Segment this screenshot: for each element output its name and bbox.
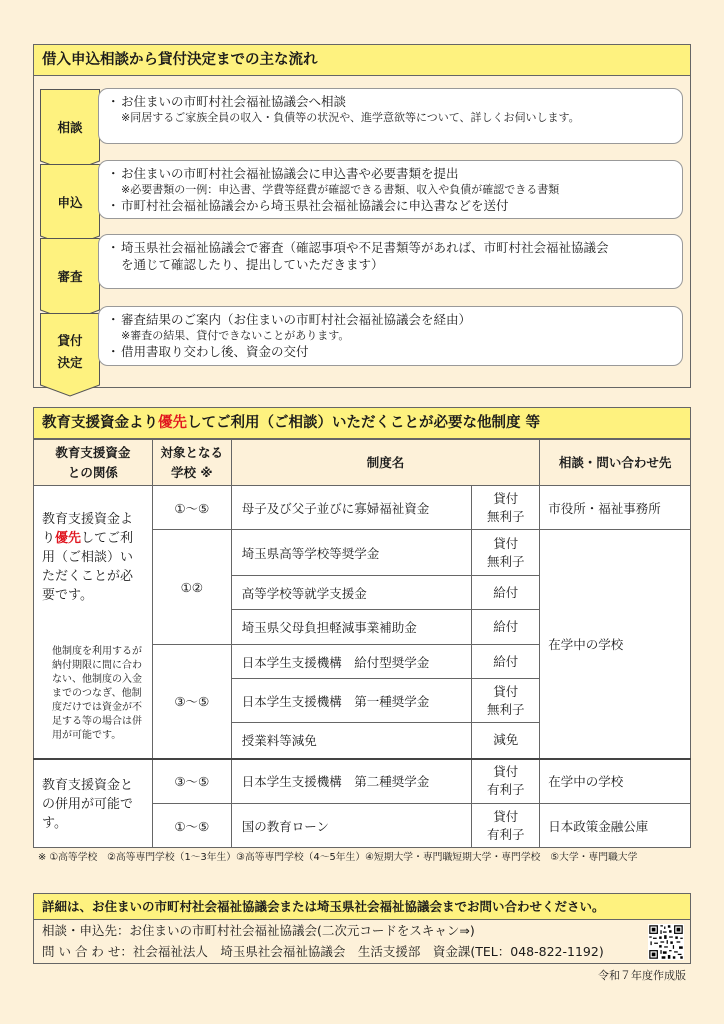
system-name: 日本学生支援機構 第一種奨学金 — [231, 679, 472, 723]
header-system: 制度名 — [231, 440, 539, 486]
step-box-0 — [98, 88, 683, 144]
contact-cell: 日本政策金融公庫 — [540, 804, 691, 848]
contact-line-apply: 相談・申込先：お住まいの市町村社会福祉協議会(二次元コードをスキャン⇒) — [42, 923, 475, 938]
header-contact: 相談・問い合わせ先 — [540, 440, 691, 486]
type-cell: 貸付 無利子 — [472, 486, 540, 530]
step-box-3 — [98, 306, 683, 366]
table-header-row — [34, 440, 691, 486]
step-note: ※必要書類の一例：申込書、学費等経費が確認できる書類、収入や負債が確認できる書類 — [121, 183, 560, 196]
systems-title — [33, 407, 691, 439]
bullet: ・ — [107, 94, 120, 109]
system-name: 国の教育ローン — [231, 804, 472, 848]
step-line: を通じて確認したり、提出していただきます） — [121, 257, 384, 272]
type-cell: 給付 — [472, 576, 540, 610]
system-name: 日本学生支援機構 給付型奨学金 — [231, 645, 472, 679]
bullet: ・ — [107, 312, 120, 327]
step-line: ・市町村社会福祉協議会から埼玉県社会福祉協議会に申込書などを送付 — [107, 198, 509, 213]
step-label-text: 貸付 — [57, 333, 83, 348]
step-note: ※審査の結果、貸付できないことがあります。 — [121, 329, 350, 342]
step-line: ・埼玉県社会福祉協議会で審査（確認事項や不足書類等があれば、市町村社会福祉協議会 — [107, 240, 609, 255]
step-line: ・借用書取り交わし後、資金の交付 — [107, 344, 309, 359]
system-name: 埼玉県父母負担軽減事業補助金 — [231, 610, 472, 645]
table-row — [34, 486, 691, 530]
priority-text-red: 優先 — [55, 531, 82, 546]
type-cell: 貸付 無利子 — [472, 530, 540, 576]
bullet: ・ — [107, 166, 120, 181]
priority-cell — [34, 486, 153, 759]
system-name: 埼玉県高等学校等奨学金 — [231, 530, 472, 576]
contact-cell: 市役所・福祉事務所 — [540, 486, 691, 530]
contact-header: 詳細は、お住まいの市町村社会福祉協議会または埼玉県社会福祉協議会までお問い合わせください。 — [33, 893, 691, 920]
step-line: ・お住まいの市町村社会福祉協議会へ相談 — [107, 94, 347, 109]
step-line: ・審査結果のご案内（お住まいの市町村社会福祉協議会を経由） — [107, 312, 472, 327]
step-label-0 — [40, 89, 100, 173]
step-label-text: 審査 — [57, 269, 83, 284]
type-cell: 貸付 無利子 — [472, 679, 540, 723]
flow-title: 借入申込相談から貸付決定までの主な流れ — [33, 44, 691, 76]
qr-code-icon[interactable] — [648, 924, 684, 960]
combined-cell: 教育支援資金との併用が可能です。 — [34, 759, 153, 848]
bullet: ・ — [107, 240, 120, 255]
edition-label: 令和７年度作成版 — [598, 969, 686, 982]
systems-table — [33, 439, 691, 848]
step-label-3 — [40, 313, 100, 397]
type-cell: 貸付 有利子 — [472, 759, 540, 804]
step-label-text: 申込 — [57, 195, 83, 210]
system-name: 日本学生支援機構 第二種奨学金 — [231, 759, 472, 804]
table-row — [34, 759, 691, 804]
systems-title-pre: 教育支援資金より — [42, 415, 158, 431]
school-footnote: ※ ①高等学校 ②高等専門学校（1～3年生）③高等専門学校（4～5年生）④短期大学・専門職短期大学・専門学校 ⑤大学・専門職大学 — [38, 852, 638, 863]
step-box-1 — [98, 160, 683, 219]
system-name: 授業料等減免 — [231, 723, 472, 759]
priority-text-pre: 教育支援資金より — [42, 512, 134, 546]
step-label-1 — [40, 164, 100, 248]
priority-note: 他制度を利用するが納付期限に間に合わない、他制度の入金までのつなぎ、他制度だけでは資金が不足する等の場合は併用が可能です。 — [52, 646, 142, 741]
systems-title-post: してご利用（ご相談）いただくことが必要な他制度 等 — [187, 415, 541, 431]
step-label-text: 相談 — [57, 120, 83, 135]
priority-text-post: してご利用（ご相談）いただくことが必要です。 — [42, 531, 134, 603]
type-cell: 給付 — [472, 610, 540, 645]
system-name: 高等学校等就学支援金 — [231, 576, 472, 610]
contact-cell: 在学中の学校 — [540, 759, 691, 804]
step-note: ※同居するご家族全員の収入・負債等の状況や、進学意欲等について、詳しくお伺いします。 — [121, 111, 580, 124]
systems-title-red: 優先 — [158, 415, 187, 431]
step-label-2 — [40, 238, 100, 322]
school-cell: ①② — [152, 530, 231, 645]
type-cell: 貸付 有利子 — [472, 804, 540, 848]
step-line: ・お住まいの市町村社会福祉協議会に申込書や必要書類を提出 — [107, 166, 459, 181]
contact-line-inquiry: 問 い 合 わ せ：社会福祉法人 埼玉県社会福祉協議会 生活支援部 資金課(TEL：048-822-1192) — [42, 944, 604, 959]
contact-cell: 在学中の学校 — [540, 530, 691, 759]
type-cell: 減免 — [472, 723, 540, 759]
school-cell: ③～⑤ — [152, 645, 231, 759]
school-cell: ③～⑤ — [152, 759, 231, 804]
type-cell: 給付 — [472, 645, 540, 679]
school-cell: ①～⑤ — [152, 804, 231, 848]
step-label-text: 決定 — [57, 355, 83, 370]
school-cell: ①～⑤ — [152, 486, 231, 530]
system-name: 母子及び父子並びに寡婦福祉資金 — [231, 486, 472, 530]
bullet: ・ — [107, 344, 120, 359]
step-box-2 — [98, 234, 683, 289]
header-relation: 教育支援資金 との関係 — [34, 440, 153, 486]
header-school: 対象となる 学校 ※ — [152, 440, 231, 486]
bullet: ・ — [107, 198, 120, 213]
